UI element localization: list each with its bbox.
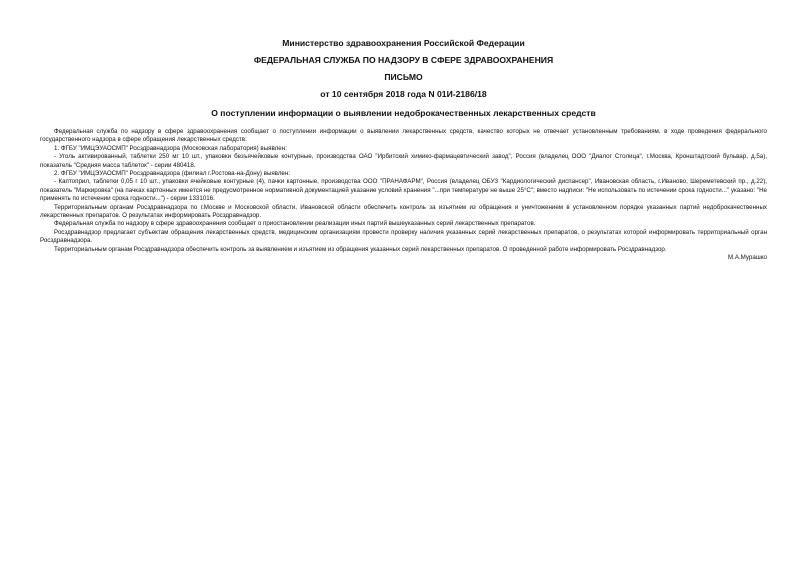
body-paragraph: Росздравнадзор предлагает субъектам обращения лекарственных средств, медицинским организациям провести проверку наличия указанных серий лекарственных препаратов, о результатах которой информировать территориальный орган Росздравнадзора. xyxy=(40,228,767,245)
body-paragraph: 2. ФГБУ "ИМЦЭУАОСМП" Росздравнадзора (филиал г.Ростова-на-Дону) выявлен: xyxy=(54,170,291,178)
document-date-number: от 10 сентября 2018 года N 01И-2186/18 xyxy=(320,89,487,99)
body-paragraph: - Каптоприл, таблетки 0,05 г 10 шт., упаковки ячейковые контурные (4), пачки картонные, производства ООО "ПРАНАФАРМ", Россия (владелец ОБУЗ "Кардиологический диспансер", Ивановская область, г.Иваново, Шереметевский пр., д.22), показатель "Маркировка" (на пачках картонных имеется не предусмотренное нормативной документацией указание условий хранения "...при температуре не выше 25°С"; вместо надписи: "Не использовать по истечении срока годности..." указано: "Не применять по истечении срока годности...") - серии 1331016. xyxy=(40,178,767,203)
body-paragraph: Федеральная служба по надзору в сфере здравоохранения сообщает о поступлении информации о выявлении лекарственных средств, качество которых не отвечает установленным требованиям, в ходе проведения федерального государственного надзора в сфере обращения лекарственных средств: xyxy=(40,128,767,144)
document-body xyxy=(40,128,767,263)
body-paragraph: Территориальным органам Росздравнадзора по г.Москве и Московской области, Ивановской области обеспечить контроль за изъятием из обращения и уничтожением в установленном порядке указанных партий недоброкачественных лекарственных препаратов. О результатах информировать Росздравнадзор. xyxy=(40,203,767,220)
document-type: ПИСЬМО xyxy=(384,72,423,82)
signature: М.А.Мурашко xyxy=(727,254,767,262)
body-paragraph: - Уголь активированный, таблетки 250 мг 10 шт., упаковки безъячейковые контурные, производства ОАО "Ирбитский химико-фармацевтический завод", Россия (владелец ООО "Диалог Столица", г.Москва, Кронштадтский бульвар, д.5а), показатель "Средняя масса таблеток" - серии 480418. xyxy=(40,153,767,169)
body-paragraph: 1. ФГБУ "ИМЦЭУАОСМП" Росздравнадзора (Московская лаборатория) выявлен: xyxy=(54,144,287,152)
document-subject: О поступлении информации о выявлении недоброкачественных лекарственных средств xyxy=(211,108,596,118)
service-name: ФЕДЕРАЛЬНАЯ СЛУЖБА ПО НАДЗОРУ В СФЕРЕ ЗДРАВООХРАНЕНИЯ xyxy=(253,55,554,65)
body-paragraph: Федеральная служба по надзору в сфере здравоохранения сообщает о приостановлении реализации иных партий вышеуказанных серий лекарственных препаратов. xyxy=(54,220,536,228)
ministry-name: Министерство здравоохранения Российской Федерации xyxy=(282,38,525,48)
body-paragraph: Территориальным органам Росздравнадзора обеспечить контроль за выявлением и изъятием из обращения указанных серий лекарственных препаратов. О проведенной работе информировать Росздравнадзор. xyxy=(54,245,667,253)
